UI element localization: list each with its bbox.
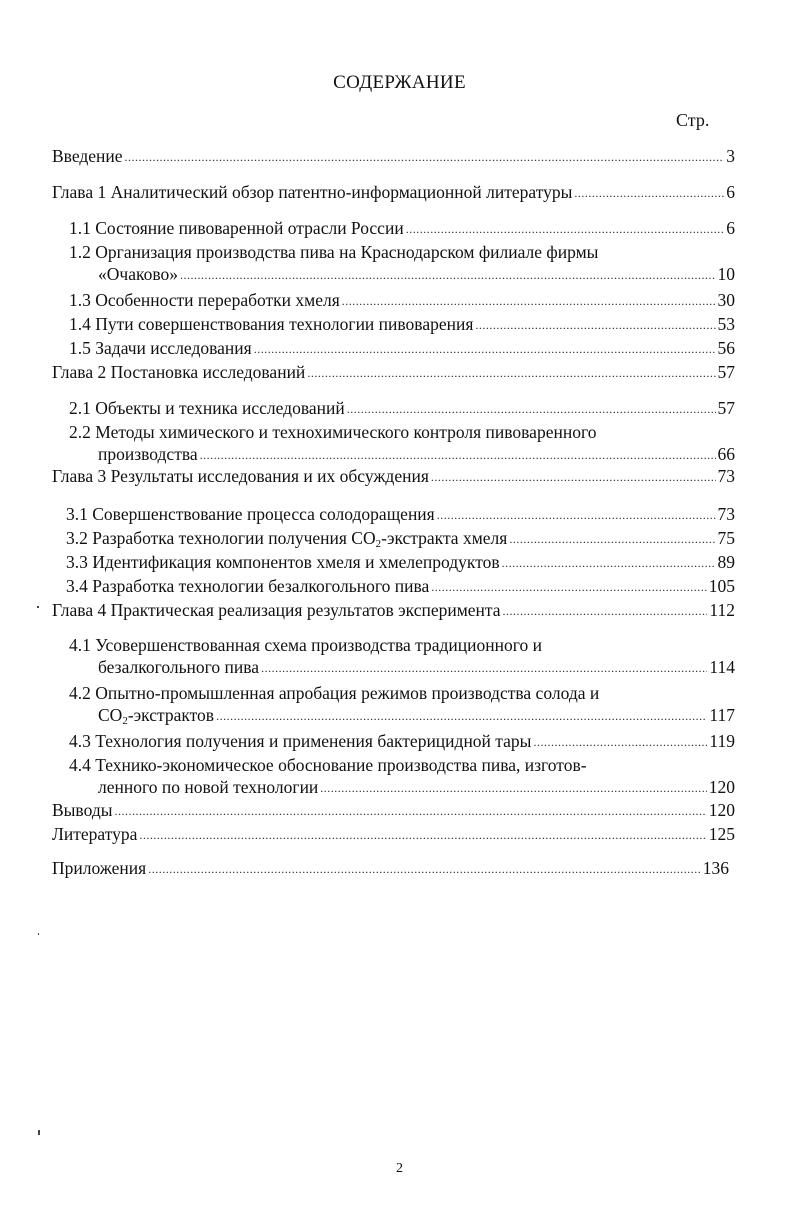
toc-entry-title: 4.3 Технология получения и применения бактерицидной тары	[69, 731, 532, 751]
toc-entry-chapter-1[interactable]	[52, 181, 735, 205]
toc-entry-appendices[interactable]	[52, 857, 729, 881]
toc-entry-page: 56	[717, 338, 735, 358]
toc-entry-4-3[interactable]	[69, 730, 735, 754]
page-title: СОДЕРЖАНИЕ	[333, 72, 466, 93]
toc-entry-title: Глава 4 Практическая реализация результатов эксперимента	[52, 600, 501, 620]
toc-entry-title-line-1: 4.2 Опытно-промышленная апробация режимов производства солода и	[69, 683, 600, 703]
toc-entry-page: 6	[726, 218, 735, 238]
toc-entry-chapter-4[interactable]	[52, 599, 735, 623]
toc-entry-title: 3.4 Разработка технологии безалкогольного пива	[66, 576, 430, 596]
toc-entry-page: 6	[726, 182, 735, 202]
toc-entry-page: 112	[709, 600, 735, 620]
toc-entry-page: 3	[726, 146, 735, 166]
toc-entry-3-4[interactable]	[66, 575, 735, 599]
toc-entry-title-line-2: производства	[98, 444, 198, 464]
toc-entry-2-1[interactable]	[69, 397, 735, 421]
toc-entry-title: 1.3 Особенности переработки хмеля	[69, 290, 340, 310]
toc-entry-title: Глава 1 Аналитический обзор патентно-информационной литературы	[52, 182, 573, 202]
toc-entry-title: Глава 3 Результаты исследования и их обсуждения	[52, 466, 429, 486]
toc-entry-title-line-1: 4.1 Усовершенствованная схема производства традиционного и	[69, 635, 542, 655]
toc-entry-page: 66	[717, 444, 735, 464]
toc-entry-page: 105	[708, 576, 735, 596]
toc-entry-title: 3.2 Разработка технологии получения $CO_2$-экстракта хмеля	[66, 528, 508, 550]
toc-entry-1-2[interactable]	[69, 241, 735, 287]
toc-entry-title-line-1: 2.2 Методы химического и технохимического контроля пивоваренного	[69, 422, 597, 442]
toc-entry-1-3[interactable]	[69, 289, 735, 313]
toc-entry-title: 1.4 Пути совершенствования технологии пивоварения	[69, 314, 474, 334]
toc-entry-page: 114	[709, 657, 735, 677]
toc-entry-1-4[interactable]	[69, 313, 735, 337]
toc-entry-3-3[interactable]	[66, 551, 735, 575]
toc-entry-introduction[interactable]	[52, 145, 735, 169]
toc-entry-title-line-2: ленного по новой технологии	[98, 777, 319, 797]
toc-entry-page: 53	[717, 314, 735, 334]
toc-entry-2-2[interactable]	[69, 421, 735, 467]
scan-speck	[38, 1130, 40, 1135]
toc-entry-title: 3.3 Идентификация компонентов хмеля и хмелепродуктов	[66, 552, 500, 572]
toc-entry-title: 2.1 Объекты и техника исследований	[69, 398, 345, 418]
toc-entry-title-line-1: 1.2 Организация производства пива на Краснодарском филиале фирмы	[69, 242, 599, 262]
toc-entry-literature[interactable]	[52, 823, 735, 847]
toc-entry-page: 119	[709, 731, 735, 751]
page-column-label: Стр.	[676, 110, 710, 130]
toc-entry-title-line-2: «Очаково»	[98, 264, 178, 284]
toc-entry-chapter-3[interactable]	[52, 465, 735, 489]
toc-entry-title: Приложения	[52, 858, 147, 878]
toc-entry-title: Введение	[52, 146, 123, 166]
toc-entry-page: 75	[717, 528, 735, 548]
toc-entry-title-line-1: 4.4 Технико-экономическое обоснование производства пива, изготов-	[69, 755, 587, 775]
toc-entry-title-line-2: безалкогольного пива	[98, 657, 260, 677]
toc-entry-chapter-2[interactable]	[52, 361, 735, 385]
toc-entry-conclusions[interactable]	[52, 799, 735, 823]
toc-entry-page: 10	[717, 264, 735, 284]
toc-entry-page: 73	[717, 466, 735, 486]
page-number: 2	[396, 1161, 403, 1176]
toc-entry-page: 57	[717, 398, 735, 418]
toc-entry-4-4[interactable]	[69, 754, 735, 800]
toc-entry-title-line-2: $CO_2$-экстрактов	[98, 705, 215, 727]
toc-entry-page: 125	[708, 824, 735, 844]
toc-entry-page: 30	[717, 290, 735, 310]
toc-entry-4-2[interactable]	[69, 682, 735, 728]
toc-entry-page: 120	[708, 777, 735, 797]
toc-entry-4-1[interactable]	[69, 634, 735, 680]
toc-entry-title: 3.1 Совершенствование процесса солодоращения	[66, 504, 435, 524]
toc-entry-page: 89	[717, 552, 735, 572]
toc-entry-3-1[interactable]	[66, 503, 735, 527]
toc-entry-1-1[interactable]	[69, 217, 735, 241]
toc-entry-1-5[interactable]	[69, 337, 735, 361]
toc-entry-title: Литература	[52, 824, 138, 844]
toc-entry-title: 1.5 Задачи исследования	[69, 338, 252, 358]
toc-entry-page: 120	[708, 800, 735, 820]
toc-entry-page: 57	[717, 362, 735, 382]
scan-speck	[37, 606, 39, 608]
toc-entry-title: 1.1 Состояние пивоваренной отрасли России	[69, 218, 404, 238]
toc-entry-page: 73	[717, 504, 735, 524]
scan-speck	[38, 933, 39, 935]
toc-entry-title: Глава 2 Постановка исследований	[52, 362, 306, 382]
toc-entry-title: Выводы	[52, 800, 113, 820]
toc-entry-page: 136	[702, 858, 729, 878]
toc-entry-3-2[interactable]	[66, 527, 735, 551]
toc-entry-page: 117	[709, 705, 735, 725]
